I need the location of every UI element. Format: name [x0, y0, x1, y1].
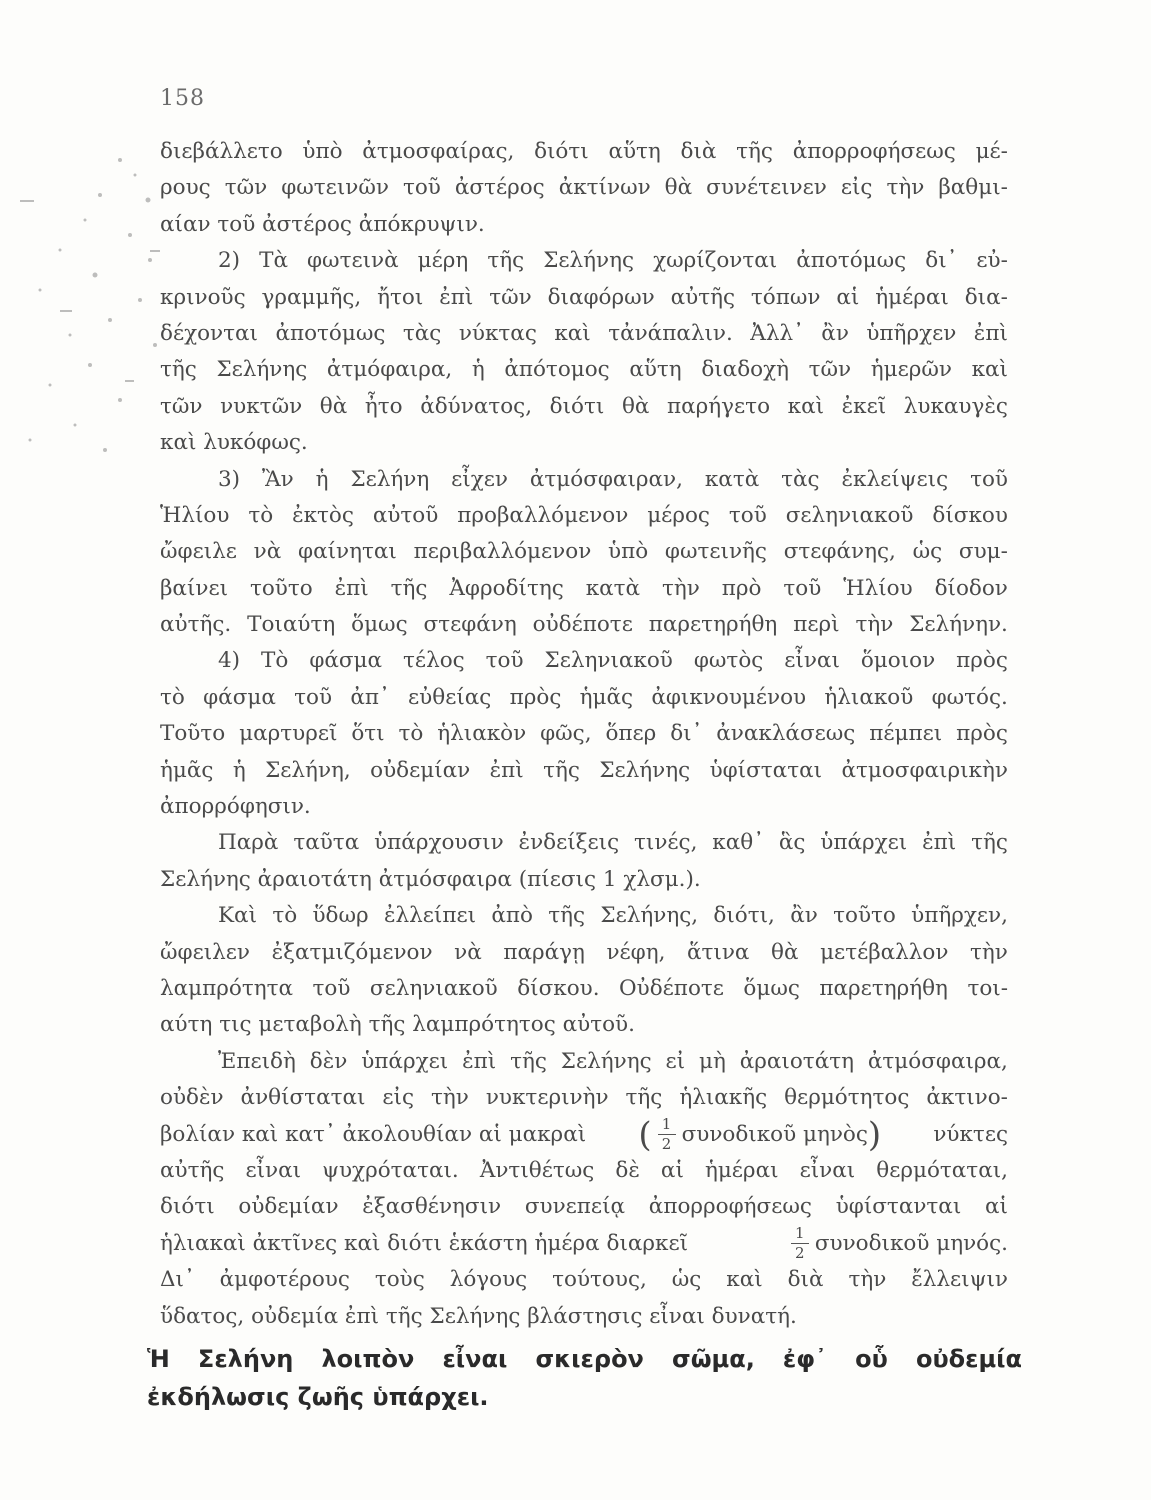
text-line: ἡμᾶς ἡ Σελήνη, οὐδεμίαν ἐπὶ τῆς Σελήνης ὑφίσταται ἀτμοσφαιρικὴν	[160, 757, 1008, 783]
text-line: οὐδὲν ἀνθίσταται εἰς τὴν νυκτερινὴν τῆς ἡλιακῆς θερμότητος ἀκτινο-	[160, 1085, 1008, 1111]
text-line: τῶν νυκτῶν θὰ ἦτο ἀδύνατος, διότι θὰ παρήγετο καὶ ἐκεῖ λυκαυγὲς	[160, 393, 1008, 419]
body-text	[160, 134, 1008, 1335]
text-line: αὐτῆς εἶναι ψυχρόταται. Ἀντιθέτως δὲ αἱ ἡμέραι εἶναι θερμόταται,	[160, 1157, 1008, 1183]
fraction-half: $\frac{1}{2}$	[791, 1226, 809, 1261]
text-line: λαμπρότητα τοῦ σεληνιακοῦ δίσκου. Οὐδέποτε ὅμως παρετηρήθη τοι-	[160, 975, 1008, 1001]
conclusion-text	[147, 1340, 1022, 1416]
fraction-half: $\frac{1}{2}$	[658, 1117, 676, 1152]
text-line: 4) Τὸ φάσμα τέλος τοῦ Σεληνιακοῦ φωτὸς εἶναι ὅμοιον πρὸς	[218, 648, 1008, 674]
text-line: διεβάλλετο ὑπὸ ἀτμοσφαίρας, διότι αὕτη διὰ τῆς ἀπορροφήσεως μέ-	[160, 139, 1008, 164]
text-line: αὐτῆς. Τοιαύτη ὅμως στεφάνη οὐδέποτε παρετηρήθη περὶ τὴν Σελήνην.	[160, 612, 1008, 638]
text-line: Ἐπειδὴ δὲν ὑπάρχει ἐπὶ τῆς Σελήνης εἰ μὴ ἀραιοτάτη ἀτμόσφαιρα,	[218, 1048, 1008, 1074]
text-line: ρους τῶν φωτεινῶν τοῦ ἀστέρος ἀκτίνων θὰ συνέτεινεν εἰς τὴν βαθμι-	[160, 175, 1008, 201]
text-line: ἐκδήλωσις ζωῆς ὑπάρχει.	[147, 1383, 489, 1411]
text-line: 2) Τὰ φωτεινὰ μέρη τῆς Σελήνης χωρίζονται ἀποτόμως δι᾽ εὐ-	[218, 248, 1008, 274]
text-line: δέχονται ἀποτόμως τὰς νύκτας καὶ τἀνάπαλιν. Ἀλλ᾽ ἂν ὑπῆρχεν ἐπὶ	[160, 320, 1008, 346]
text-line: κρινοῦς γραμμῆς, ἤτοι ἐπὶ τῶν διαφόρων αὐτῆς τόπων αἱ ἡμέραι δια-	[160, 284, 1008, 310]
page-number: 158	[160, 86, 205, 111]
text-line: Σελήνης ἀραιοτάτη ἀτμόσφαιρα (πίεσις 1 χλσμ.).	[160, 866, 701, 892]
text-line: ὤφειλε νὰ φαίνηται περιβαλλόμενον ὑπὸ φωτεινῆς στεφάνης, ὡς συμ-	[160, 539, 1008, 565]
text-line: βαίνει τοῦτο ἐπὶ τῆς Ἀφροδίτης κατὰ τὴν πρὸ τοῦ Ἡλίου δίοδον	[160, 575, 1008, 601]
text-line: Τοῦτο μαρτυρεῖ ὅτι τὸ ἡλιακὸν φῶς, ὅπερ δι᾽ ἀνακλάσεως πέμπει πρὸς	[160, 721, 1008, 747]
text-line: ἀπορρόφησιν.	[160, 794, 311, 820]
text-line: 3) Ἂν ἡ Σελήνη εἶχεν ἀτμόσφαιραν, κατὰ τὰς ἐκλείψεις τοῦ	[218, 466, 1008, 492]
text-line: Καὶ τὸ ὕδωρ ἐλλείπει ἀπὸ τῆς Σελήνης, διότι, ἂν τοῦτο ὑπῆρχεν,	[218, 903, 1008, 929]
text-line: αύτη τις μεταβολὴ τῆς λαμπρότητος αὐτοῦ.	[160, 1012, 635, 1038]
text-line-with-fraction: βολίαν καὶ κατ᾽ ἀκολουθίαν αἱ μακραὶ ( $\frac{1}{2}$ συνοδικοῦ μηνὸς ) νύκτες	[160, 1116, 1008, 1153]
text-line: αίαν τοῦ ἀστέρος ἀπόκρυψιν.	[160, 211, 485, 237]
text-line: τὸ φάσμα τοῦ ἀπ᾽ εὐθείας πρὸς ἡμᾶς ἀφικνουμένου ἡλιακοῦ φωτός.	[160, 684, 1008, 710]
text-line: Ἡλίου τὸ ἐκτὸς αὐτοῦ προβαλλόμενον μέρος τοῦ σεληνιακοῦ δίσκου	[160, 502, 1008, 528]
text-line: διότι οὐδεμίαν ἐξασθένησιν συνεπείᾳ ἀπορροφήσεως ὑφίστανται αἱ	[160, 1194, 1008, 1220]
text-line: τῆς Σελήνης ἀτμόφαιρα, ἡ ἀπότομος αὕτη διαδοχὴ τῶν ἡμερῶν καὶ	[160, 357, 1008, 383]
text-line-with-fraction: ἡλιακαὶ ἀκτῖνες καὶ διότι ἑκάστη ἡμέρα διαρκεῖ $\frac{1}{2}$ συνοδικοῦ μηνός.	[160, 1225, 1008, 1263]
text-line: καὶ λυκόφως.	[160, 430, 308, 456]
text-line: Παρὰ ταῦτα ὑπάρχουσιν ἐνδείξεις τινές, καθ᾽ ἃς ὑπάρχει ἐπὶ τῆς	[218, 830, 1008, 856]
text-line: Ἡ Σελήνη λοιπὸν εἶναι σκιερὸν σῶμα, ἐφ᾽ οὗ οὐδεμία	[147, 1345, 1022, 1373]
text-line: ὕδατος, οὐδεμία ἐπὶ τῆς Σελήνης βλάστησις εἶναι δυνατή.	[160, 1303, 797, 1329]
text-line: Δι᾽ ἀμφοτέρους τοὺς λόγους τούτους, ὡς καὶ διὰ τὴν ἔλλειψιν	[160, 1267, 1008, 1293]
text-line: ὤφειλεν ἐξατμιζόμενον νὰ παράγῃ νέφη, ἅτινα θὰ μετέβαλλον τὴν	[160, 939, 1008, 965]
